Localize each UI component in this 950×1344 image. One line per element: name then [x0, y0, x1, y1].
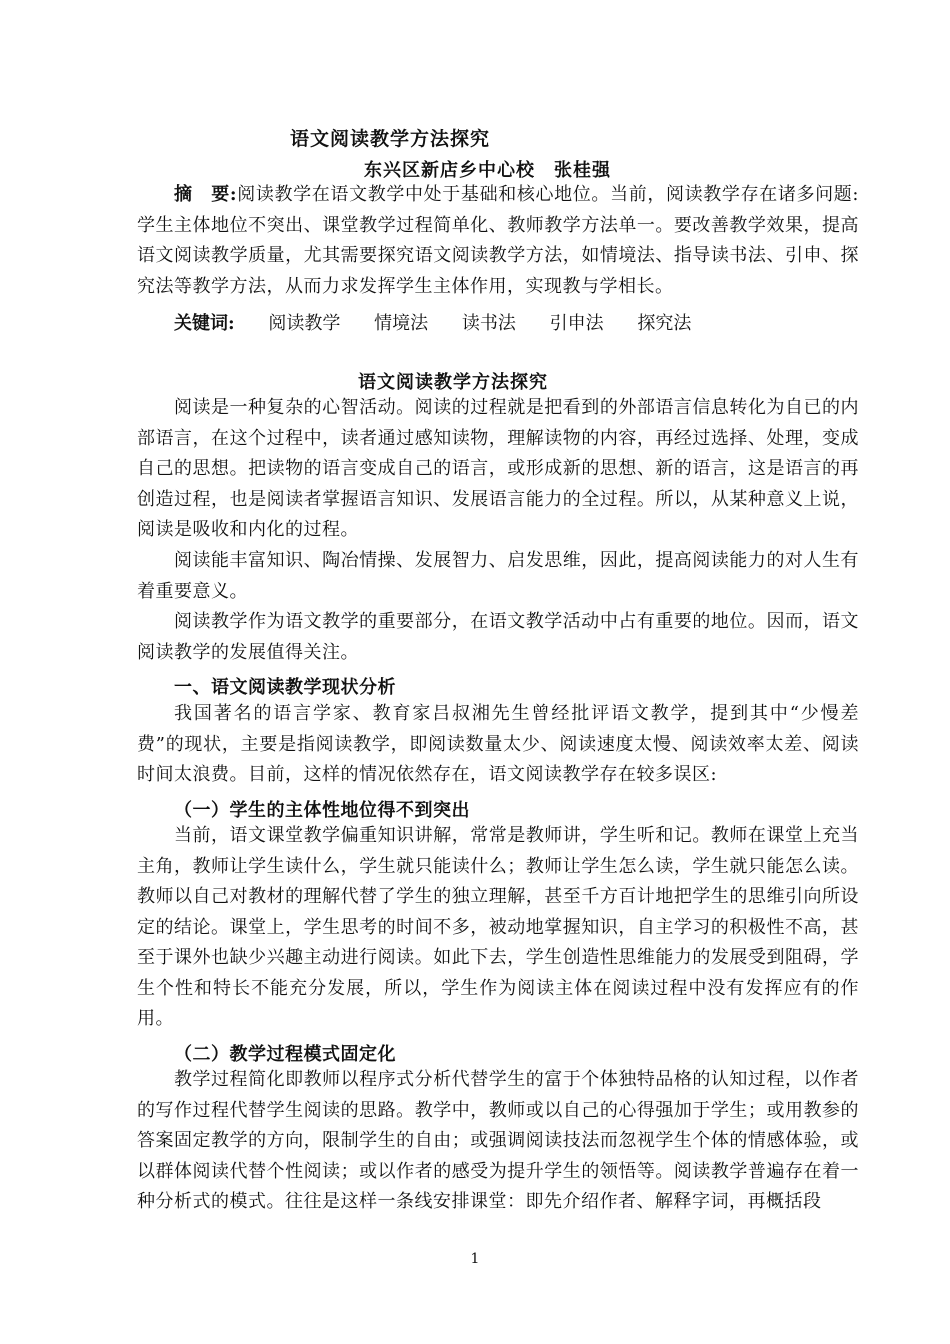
heading-level-1: 一、语文阅读教学现状分析: [174, 677, 396, 698]
keyword: 引申法: [549, 313, 604, 334]
abstract: [137, 180, 859, 302]
author-line: 东兴区新店乡中心校 张桂强: [364, 160, 611, 181]
paragraph: 阅读教学作为语文教学的重要部分，在语文教学活动中占有重要的地位。因而，语文阅读教学的发展值得关注。: [137, 611, 859, 663]
paragraph: 当前，语文课堂教学偏重知识讲解，常常是教师讲，学生听和记。教师在课堂上充当主角，教师让学生读什么，学生就只能读什么；教师让学生怎么读，学生就只能怎么读。教师以自己对教材的理解代替了学生的独立理解，甚至千方百计地把学生的思维引向所设定的结论。课堂上，学生思考的时间不多，被动地掌握知识，自主学习的积极性不高，甚至于课外也缺少兴趣主动进行阅读。如此下去，学生创造性思维能力的发展受到阻碍，学生个性和特长不能充分发展，所以，学生作为阅读主体在阅读过程中没有发挥应有的作用。: [137, 825, 859, 1029]
paragraph: 阅读是一种复杂的心智活动。阅读的过程就是把看到的外部语言信息转化为自已的内部语言，在这个过程中，读者通过感知读物，理解读物的内容，再经过选择、处理，变成自己的思想。把读物的语言变成自己的语言，或形成新的思想、新的语言，这是语言的再创造过程，也是阅读者掌握语言知识、发展语言能力的全过程。所以，从某种意义上说，阅读是吸收和内化的过程。: [137, 397, 859, 540]
document-title: 语文阅读教学方法探究: [290, 128, 491, 150]
section-title: 语文阅读教学方法探究: [358, 372, 548, 393]
page-number: 1: [470, 1251, 480, 1267]
abstract-label: 摘 要:: [174, 184, 238, 205]
heading-level-2: （一）学生的主体性地位得不到突出: [174, 800, 470, 821]
paragraph: 阅读能丰富知识、陶冶情操、发展智力、启发思维，因此，提高阅读能力的对人生有着重要意义。: [137, 550, 859, 602]
paragraph: 我国著名的语言学家、教育家吕叔湘先生曾经批评语文教学，提到其中“少慢差费”的现状，主要是指阅读教学，即阅读数量太少、阅读速度太慢、阅读效率太差、阅读时间太浪费。目前，这样的情况依然存在，语文阅读教学存在较多误区:: [137, 703, 859, 785]
keywords-line: [174, 309, 691, 335]
paragraph: 教学过程简化即教师以程序式分析代替学生的富于个体独特品格的认知过程，以作者的写作过程代替学生阅读的思路。教学中，教师或以自己的心得强加于学生；或用教参的答案固定教学的方向，限制学生的自由；或强调阅读技法而忽视学生个体的情感体验，或以群体阅读代替个性阅读；或以作者的感受为提升学生的领悟等。阅读教学普遍存在着一种分析式的模式。往往是这样一条线安排课堂：即先介绍作者、解释字词，再概括段: [137, 1069, 859, 1212]
keyword: 情境法: [374, 313, 429, 334]
keywords-label: 关键词:: [174, 313, 235, 334]
abstract-text: 阅读教学在语文教学中处于基础和核心地位。当前，阅读教学存在诸多问题:学生主体地位不突出、课堂教学过程简单化、教师教学方法单一。要改善教学效果，提高语文阅读教学质量，尤其需要探究语文阅读教学方法，如情境法、指导读书法、引申、探究法等教学方法，从而力求发挥学生主体作用，实现教与学相长。: [137, 184, 859, 297]
keyword: 阅读教学: [268, 313, 341, 334]
keyword: 读书法: [461, 313, 516, 334]
keyword: 探究法: [637, 313, 692, 334]
heading-level-2: （二）教学过程模式固定化: [174, 1044, 396, 1065]
